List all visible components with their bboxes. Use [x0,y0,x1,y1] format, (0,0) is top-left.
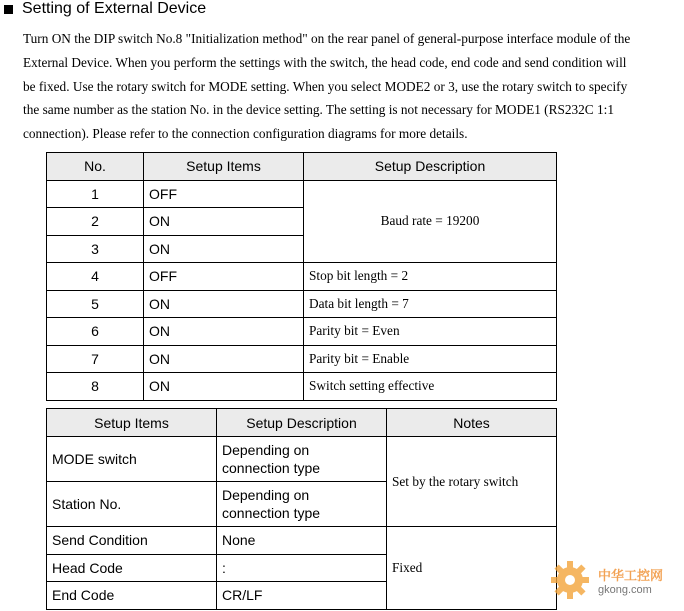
watermark [548,555,678,605]
table-row [47,180,557,208]
switch-description: Data bit length = 7 [304,290,557,318]
header-no: No. [47,153,144,181]
header-setup-items: Setup Items [144,153,304,181]
switch-no: 3 [47,235,144,263]
square-bullet-icon [4,5,13,14]
watermark-site-name: 中华工控网 [598,568,664,584]
setup-item: MODE switch [47,437,217,482]
switch-description: Parity bit = Enable [304,345,557,373]
header-setup-description: Setup Description [304,153,557,181]
switch-state: ON [144,318,304,346]
setup-description-line: Depending on [222,487,310,503]
setup-description: None [217,527,387,555]
switch-description: Switch setting effective [304,373,557,401]
intro-line: External Device. When you perform the settings with the switch, the head code, end code and send condition will [23,54,627,70]
table-row [47,318,557,346]
setup-item: Station No. [47,482,217,527]
switch-state: ON [144,235,304,263]
settings-table [46,408,557,610]
section-title: Setting of External Device [22,0,207,17]
intro-line: Turn ON the DIP switch No.8 "Initialization method" on the rear panel of general-purpose interface module of the [23,31,631,46]
switch-no: 4 [47,263,144,291]
setup-item: Head Code [47,554,217,582]
setup-description-line: Depending on [222,442,310,458]
gear-icon [548,558,592,602]
setup-description [217,437,387,482]
table-row [47,345,557,373]
switch-state: ON [144,345,304,373]
switch-no: 7 [47,345,144,373]
switch-no: 2 [47,208,144,236]
setup-item: End Code [47,582,217,610]
switch-no: 1 [47,180,144,208]
header-notes: Notes [387,409,557,437]
switch-description: Stop bit length = 2 [304,263,557,291]
switch-state: ON [144,208,304,236]
intro-line: the same number as the station No. in the device setting. The setting is not necessary for MODE1 (RS232C 1:1 [23,102,614,118]
table-row [47,373,557,401]
switch-state: ON [144,290,304,318]
watermark-url: gkong.com [598,583,652,596]
switch-description: Parity bit = Even [304,318,557,346]
table-row [47,437,557,482]
intro-paragraph [23,27,683,146]
switch-no: 5 [47,290,144,318]
baud-rate-description: Baud rate = 19200 [304,180,557,263]
setup-item: Send Condition [47,527,217,555]
setup-description-line: connection type [222,460,321,476]
table-row [47,290,557,318]
intro-line: be fixed. Use the rotary switch for MODE setting. When you select MODE2 or 3, use the rotary switch to specify [23,78,628,94]
setup-description: CR/LF [217,582,387,610]
table-row [47,263,557,291]
note-fixed: Fixed [387,527,557,610]
switch-no: 6 [47,318,144,346]
switch-state: ON [144,373,304,401]
intro-line: connection). Please refer to the connection configuration diagrams for more details. [23,126,468,142]
dip-switch-table [46,152,557,401]
setup-description [217,482,387,527]
switch-state: OFF [144,180,304,208]
switch-no: 8 [47,373,144,401]
note-rotary-switch: Set by the rotary switch [387,437,557,527]
header-setup-items: Setup Items [47,409,217,437]
header-setup-description: Setup Description [217,409,387,437]
switch-state: OFF [144,263,304,291]
section-heading [4,0,206,18]
setup-description: : [217,554,387,582]
setup-description-line: connection type [222,505,321,521]
table-row [47,527,557,555]
